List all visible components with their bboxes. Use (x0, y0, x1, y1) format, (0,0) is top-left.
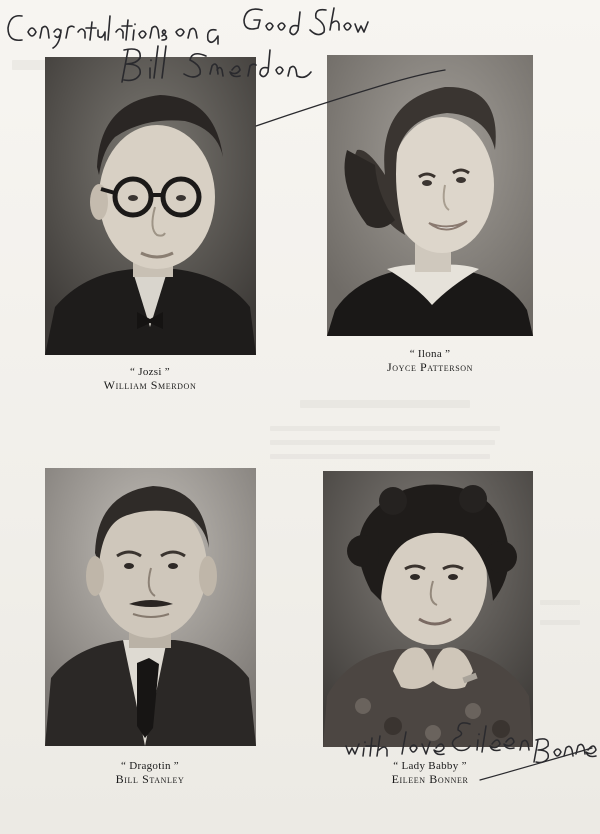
actor-name: William Smerdon (103, 378, 197, 392)
bleed-through-text (540, 600, 580, 605)
portrait-woman-curly-hair-illustration (323, 471, 533, 747)
portrait-man-glasses-illustration (45, 57, 256, 355)
role-name: “ Jozsi ” (130, 366, 170, 378)
photo-joyce-patterson (327, 55, 533, 336)
role-name: “ Dragotin ” (121, 760, 179, 772)
caption-lady-babby (310, 760, 550, 786)
bleed-through-heading (300, 400, 470, 408)
actor-name: Joyce Patterson (386, 360, 473, 374)
role-name: “ Ilona ” (409, 348, 451, 360)
caption-ilona (310, 348, 550, 374)
caption-jozsi (30, 366, 270, 392)
photo-eileen-bonner (323, 471, 533, 747)
actor-name: Bill Stanley (115, 772, 185, 786)
role-name: “ Lady Babby ” (393, 760, 467, 772)
photo-bill-stanley (45, 468, 256, 746)
portrait-man-moustache-illustration (45, 468, 256, 746)
bleed-through-text (270, 426, 500, 431)
actor-name: Eileen Bonner (391, 772, 469, 786)
bleed-through-text (270, 440, 495, 445)
bleed-through-text (270, 454, 490, 459)
bleed-through-text (540, 620, 580, 625)
photo-william-smerdon (45, 57, 256, 355)
portrait-young-woman-illustration (327, 55, 533, 336)
caption-dragotin (30, 760, 270, 786)
